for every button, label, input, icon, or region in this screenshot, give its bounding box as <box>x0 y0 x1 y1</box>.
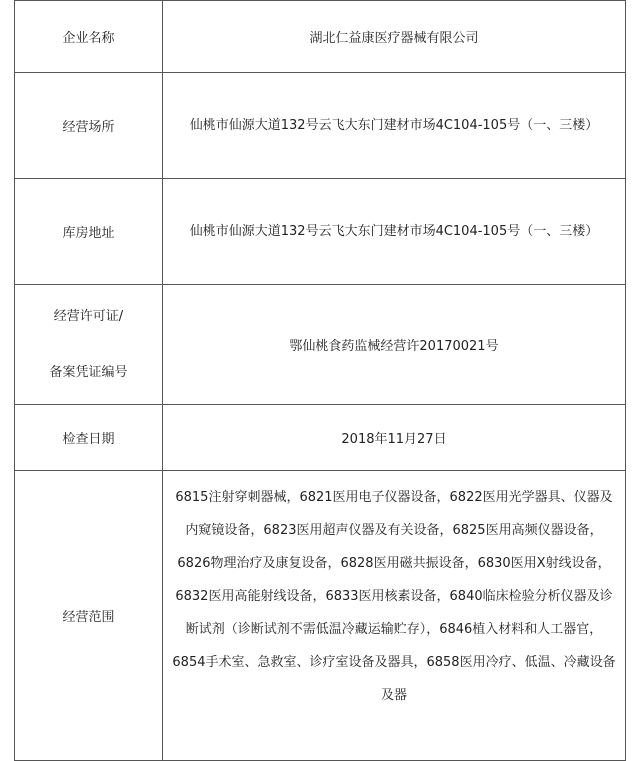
row-business-address <box>15 73 626 179</box>
inspection-date-label: 检查日期 <box>15 405 163 471</box>
inspection-date-value: 2018年11月27日 <box>163 405 626 471</box>
company-name-label: 企业名称 <box>15 1 163 73</box>
enterprise-info-table <box>14 0 626 761</box>
row-company <box>15 1 626 73</box>
license-label <box>15 285 163 405</box>
row-license <box>15 285 626 405</box>
warehouse-address-text: 仙桃市仙源大道132号云飞大东门建材市场4C104-105号（一、三楼） <box>189 224 599 239</box>
license-value: 鄂仙桃食药监械经营许20170021号 <box>163 285 626 405</box>
scope-value <box>163 471 626 761</box>
row-inspection-date <box>15 405 626 471</box>
warehouse-address-value <box>163 179 626 285</box>
row-warehouse-address <box>15 179 626 285</box>
license-label-line2: 备案凭证编号 <box>49 364 128 380</box>
scope-text: 6815注射穿刺器械，6821医用电子仪器设备，6822医用光学器具、仪器及内窥镜设备，6823医用超声仪器及有关设备，6825医用高频仪器设备，6826物理治疗及康复设备，6828医用磁共振设备，6830医用X射线设备，6832医用高能射线设备，6833医用核素设备，6840临床检验分析仪器及诊断试剂（诊断试剂不需低温冷藏运输贮存），6846植入材料和人工器官，6854手术室、急救室、诊疗室设备及器具，6858医用冷疗、低温、冷藏设备及器 <box>172 490 616 703</box>
scope-label: 经营范围 <box>15 471 163 761</box>
row-scope <box>15 471 626 761</box>
business-address-text: 仙桃市仙源大道132号云飞大东门建材市场4C104-105号（一、三楼） <box>189 118 599 133</box>
license-label-line1: 经营许可证/ <box>53 308 124 324</box>
company-name-value: 湖北仁益康医疗器械有限公司 <box>163 1 626 73</box>
business-address-label: 经营场所 <box>15 73 163 179</box>
business-address-value <box>163 73 626 179</box>
warehouse-address-label: 库房地址 <box>15 179 163 285</box>
